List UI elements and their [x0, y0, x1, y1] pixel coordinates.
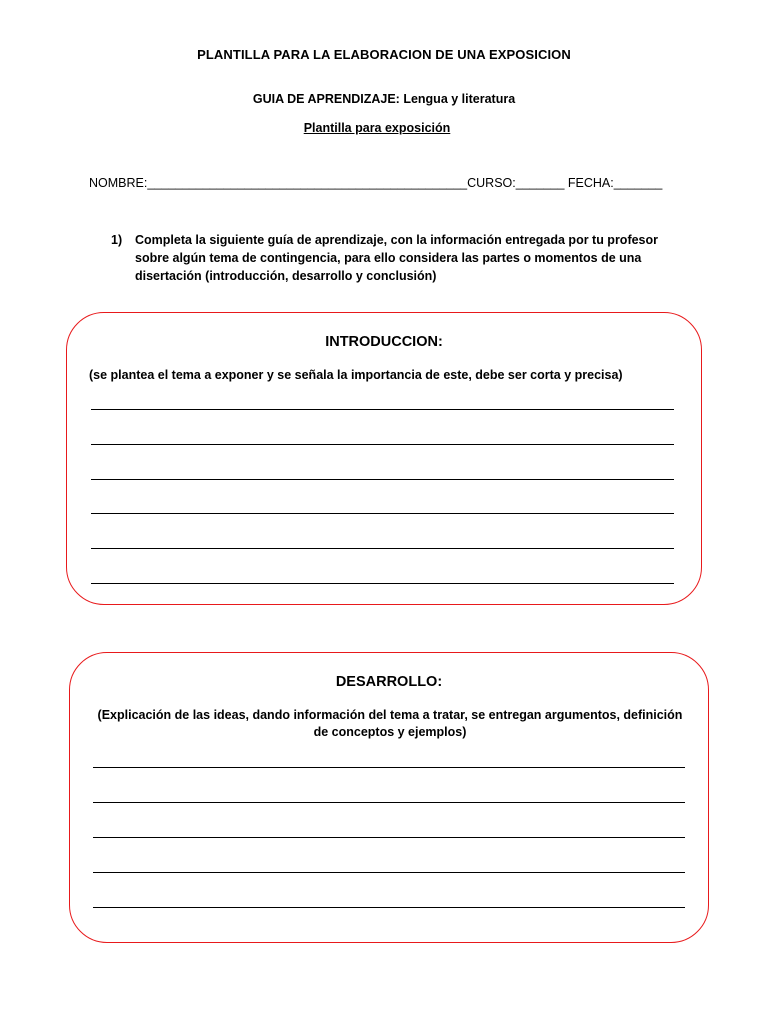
desarrollo-description: (Explicación de las ideas, dando información del tema a tratar, se entregan argumentos, definición de conceptos y ejemplos) [97, 708, 683, 739]
instruction-item [111, 231, 671, 285]
template-label-text: Plantilla para exposición [303, 121, 451, 135]
desarrollo-section [69, 652, 709, 943]
introduccion-title: INTRODUCCION: [325, 334, 443, 350]
student-info-line[interactable]: NOMBRE:______________________________________________CURSO:_______ FECHA:_______ [89, 176, 663, 190]
introduccion-answer-line[interactable] [91, 548, 674, 549]
introduccion-description: (se plantea el tema a exponer y se señala la importancia de este, debe ser corta y precisa) [89, 368, 623, 382]
desarrollo-answer-line[interactable] [93, 837, 685, 838]
desarrollo-answer-line[interactable] [93, 907, 685, 908]
desarrollo-title: DESARROLLO: [335, 674, 443, 690]
desarrollo-answer-line[interactable] [93, 802, 685, 803]
introduccion-answer-line[interactable] [91, 409, 674, 410]
desarrollo-answer-line[interactable] [93, 872, 685, 873]
introduccion-section [66, 312, 702, 605]
introduccion-answer-line[interactable] [91, 583, 674, 584]
document-title: PLANTILLA PARA LA ELABORACION DE UNA EXPOSICION [197, 47, 571, 62]
guide-subtitle: GUIA DE APRENDIZAJE: Lengua y literatura [252, 92, 516, 106]
instruction-number: 1) [111, 233, 123, 247]
introduccion-answer-line[interactable] [91, 444, 674, 445]
desarrollo-answer-line[interactable] [93, 767, 685, 768]
introduccion-answer-line[interactable] [91, 479, 674, 480]
instruction-text: Completa la siguiente guía de aprendizaje, con la información entregada por tu profesor sobre algún tema de contingencia, para ello considera las partes o momentos de una disertación (introducción, desarrollo y conclusión) [135, 233, 659, 283]
template-label [0, 121, 754, 135]
introduccion-answer-line[interactable] [91, 513, 674, 514]
